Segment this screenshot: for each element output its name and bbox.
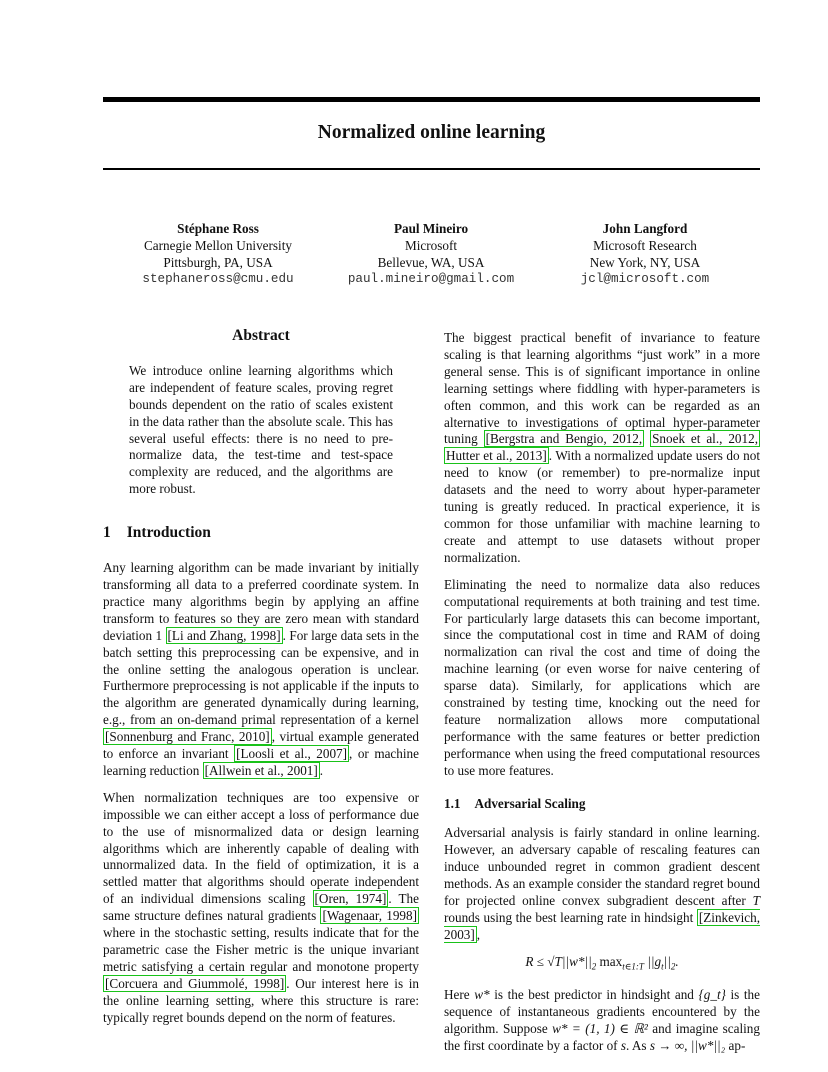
citation-link[interactable]: [Sonnenburg and Franc, 2010] [105, 729, 270, 745]
text-run: and imagine scaling the first coordinate by a factor of [444, 1021, 760, 1054]
citation-link[interactable]: [Li and Zhang, 1998] [167, 627, 281, 643]
citation-link[interactable]: [Corcuera and Giummolé, 1998] [105, 975, 285, 991]
subsection-heading-adversarial-scaling [444, 796, 760, 813]
math-variable: T [752, 893, 760, 909]
author-affiliation: Microsoft [404, 238, 457, 253]
regret-bound-equation [444, 954, 760, 976]
text-run: rounds using the best learning rate in hindsight [444, 910, 697, 925]
text-run: Adversarial analysis is fairly standard in online learning. However, an adversary capable of rescaling features can induce unbounded regret in common gradient descent methods. As an example consider the standard regret bound for projected online convex subgradient descent after [444, 825, 760, 909]
left-column [103, 328, 419, 1037]
subsection-title: Adversarial Scaling [474, 795, 586, 811]
section-heading-introduction [103, 525, 419, 542]
text-run: . With a normalized update users do not need to know (or remember) to pre-normalize input datasets and the need to worry about hyper-parameter tuning is greatly reduced. In practical experience, it is common for those unfamiliar with machine learning to create and attempt to use datasets without proper normalization. [444, 448, 760, 565]
title-rule-top [103, 97, 760, 102]
text-run: The biggest practical benefit of invariance to feature scaling is that learning algorithms “just work” in a more general sense. This is of significant importance in online learning settings where fiddling with hyper-parameters is often common, and this work can be regarded as an alternative to investigations of optimal hyper-parameter tuning [444, 330, 760, 447]
author-2 [316, 220, 546, 288]
author-block [103, 220, 760, 290]
text-run: When normalization techniques are too expensive or impossible we can either accept a loss of performance due to the use of misnormalized data or design learning algorithms which are inherently capable of dealing with unnormalized data. In the field of optimization, it is a settled matter that algorithms should operate independent of an individual dimensions scaling [103, 789, 419, 907]
author-affiliation: Carnegie Mellon University [144, 238, 292, 253]
eq-part: || [663, 953, 671, 969]
text-run: . The same structure defines natural gradients [103, 891, 419, 924]
eq-subscript: 2 [670, 961, 676, 972]
citation-link[interactable]: [Allwein et al., 2001] [204, 762, 318, 778]
eq-part: . [675, 953, 679, 969]
author-1 [103, 220, 333, 288]
intro-paragraph-2 [103, 790, 419, 1027]
author-location: Pittsburgh, PA, USA [163, 255, 273, 270]
author-email: stephaneross@cmu.edu [142, 272, 294, 286]
normalization-cost-paragraph: Eliminating the need to normalize data also reduces computational requirements at both training and test time. For particularly large datasets this can become important, since the computational cost in time and RAM of doing normalization can rival the cost and time of doing the machine learning (or even worse for naive centering of sparse data). Similarly, for applications which are constrained by testing time, knocking out the need for feature normalization allows more computational performance with the same features or better prediction performance when using the freed computational resources to use more features. [444, 576, 760, 778]
author-affiliation: Microsoft Research [593, 238, 697, 253]
math-variable: {g_t} [698, 987, 726, 1003]
section-number: 1 [103, 524, 111, 542]
text-run: . [319, 762, 324, 778]
math-variable: s → ∞, ||w*||₂ [649, 1038, 726, 1054]
right-column [444, 330, 760, 1065]
text-run: , [476, 926, 481, 942]
author-name: John Langford [602, 221, 688, 236]
text-run: Here [444, 987, 475, 1003]
abstract-text: We introduce online learning algorithms which are independent of feature scales, proving regret bounds dependent on the ratio of scales existent in the data rather than the absolute scale. This has several useful effects: there is no need to pre-normalize data, the test-time and test-space complexity are reduced, and the algorithms are more robust. [129, 362, 393, 497]
eq-subscript: t∈1:T [622, 961, 644, 972]
title-rule-bottom [103, 168, 760, 170]
author-name: Paul Mineiro [393, 221, 469, 236]
citation-link[interactable]: [Bergstra and Bengio, 2012, [485, 431, 643, 447]
text-run: where in the stochastic setting, results indicate that for the parametric case the Fisher metric is the unique invariant metric satisfying a certain regular and monotone property [103, 925, 419, 974]
eq-part: ||g [643, 953, 662, 969]
text-run: is the sequence of instantaneous gradients encountered by the algorithm. Suppose [444, 987, 760, 1037]
citation-link[interactable]: [Zinkevich, 2003] [444, 910, 760, 942]
text-run: is the best predictor in hindsight and [489, 987, 699, 1003]
author-location: New York, NY, USA [589, 255, 701, 270]
citation-link[interactable]: Snoek et al., 2012, [652, 431, 759, 447]
text-run: . Our interest here is in the online learning setting, where this structure is rare: typically regret bounds depend on the norm of features. [103, 975, 420, 1025]
citation-link[interactable]: [Oren, 1974] [314, 891, 387, 907]
invariance-paragraph [444, 330, 760, 567]
text-run: Any learning algorithm can be made invariant by initially transforming all data to a preferred coordinate system. In practice many algorithms begin by applying an affine transform to features so they are zero mean with standard deviation 1 [103, 560, 419, 643]
author-3 [530, 220, 760, 288]
author-email: jcl@microsoft.com [580, 272, 710, 286]
author-email: paul.mineiro@gmail.com [347, 272, 515, 286]
text-run: . As [626, 1038, 650, 1054]
abstract-heading: Abstract [232, 327, 290, 344]
citation-link[interactable]: Hutter et al., 2013] [446, 448, 547, 464]
text-run: ap- [725, 1038, 746, 1054]
intro-paragraph-1 [103, 560, 419, 780]
text-run: . For large data sets in the batch setting this preprocessing can be expensive, and in the online setting the analogous operation is unclear. Furthermore preprocessing is not applicable if the inputs to the algorithm are generated dynamically during learning, e.g., from an on-demand primal representation of a kernel [103, 627, 419, 728]
math-variable: s [620, 1038, 626, 1054]
math-variable: w* [474, 987, 490, 1003]
citation-link[interactable]: [Wagenaar, 1998] [322, 908, 417, 924]
eq-operator: max [596, 953, 623, 969]
subsection-number: 1.1 [444, 795, 461, 811]
eq-subscript: 2 [591, 961, 597, 972]
adversarial-paragraph-1 [444, 825, 760, 943]
math-variable: w* = (1, 1) ∈ ℝ² [552, 1021, 648, 1037]
eq-subscript: t [661, 961, 664, 972]
citation-link[interactable]: [Loosli et al., 2007] [236, 746, 348, 762]
paper-title: Normalized online learning [317, 122, 546, 143]
author-name: Stéphane Ross [177, 221, 259, 236]
text-run: , virtual example generated to enforce an invariant [103, 729, 419, 762]
eq-part: R ≤ √T||w*|| [525, 953, 592, 969]
section-title: Introduction [126, 524, 211, 542]
text-run: , or machine learning reduction [103, 746, 419, 778]
adversarial-paragraph-2 [444, 987, 760, 1055]
author-location: Bellevue, WA, USA [377, 255, 485, 270]
